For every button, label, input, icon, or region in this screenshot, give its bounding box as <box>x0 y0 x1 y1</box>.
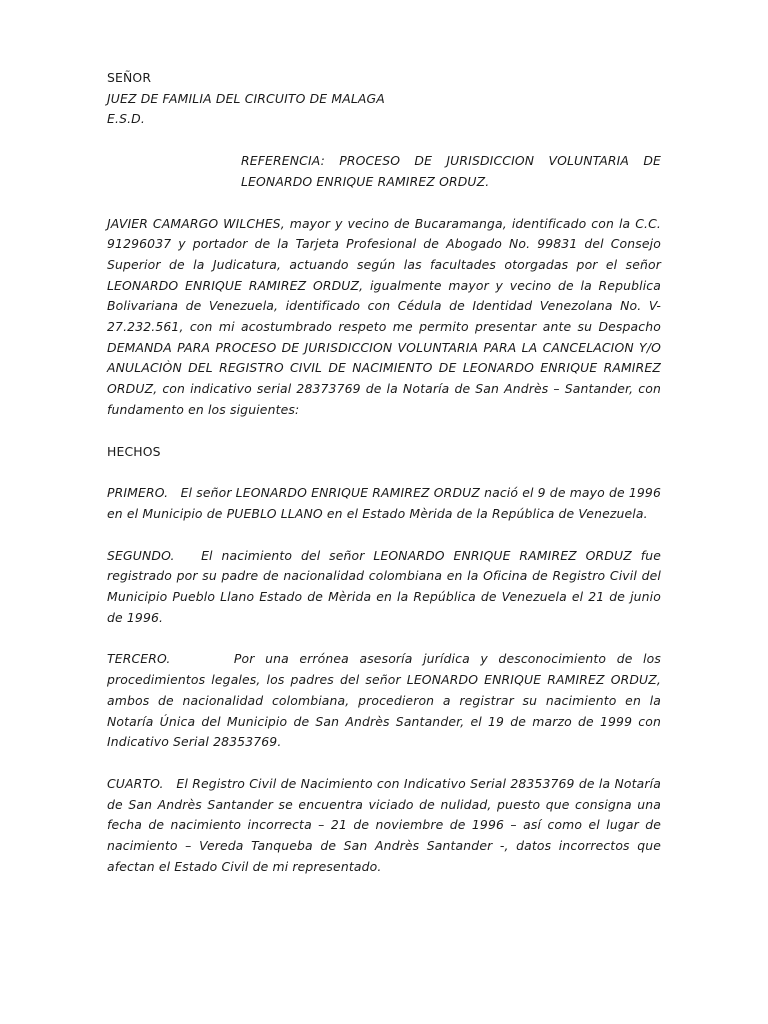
fact-paragraph <box>107 483 661 524</box>
spacer <box>107 753 661 774</box>
spacer <box>107 421 661 442</box>
fact-paragraph <box>107 649 661 753</box>
spacer <box>107 525 661 546</box>
fact-text: El señor LEONARDO ENRIQUE RAMIREZ ORDUZ nació el 9 de mayo de 1996 en el Municipio de PUEBLO LLANO en el Estado Mèrida de la República de Venezuela. <box>107 485 661 521</box>
fact-text: El nacimiento del señor LEONARDO ENRIQUE RAMIREZ ORDUZ fue registrado por su padre de nacionalidad colombiana en la Oficina de Registro Civil del Municipio Pueblo Llano Estado de Mèrida en la República de Venezuela el 21 de junio de 1996. <box>107 547 661 625</box>
reference-paragraph: REFERENCIA: PROCESO DE JURISDICCION VOLUNTARIA DE LEONARDO ENRIQUE RAMIREZ ORDUZ. <box>241 153 661 189</box>
fact-text: El Registro Civil de Nacimiento con Indicativo Serial 28353769 de la Notaría de San Andrès Santander se encuentra viciado de nulidad, puesto que consigna una fecha de nacimiento incorrecta – 21 de noviembre de 1996 – así como el lugar de nacimiento – Vereda Tanqueba de San Andrès Santander -, datos incorrectos que afectan el Estado Civil de mi representado. <box>107 775 661 874</box>
fact-label: TERCERO. <box>107 651 171 667</box>
fact-label: PRIMERO. <box>107 485 169 501</box>
addressee-line-2: JUEZ DE FAMILIA DEL CIRCUITO DE MALAGA <box>107 90 385 106</box>
addressee-line-3: E.S.D. <box>107 111 145 127</box>
fact-text: Por una errónea asesoría jurídica y desconocimiento de los procedimientos legales, los padres del señor LEONARDO ENRIQUE RAMIREZ ORDUZ, ambos de nacionalidad colombiana, procedieron a registrar su nacimiento en la Notaría Única del Municipio de San Andrès Santander, el 19 de marzo de 1999 con Indicativo Serial 28353769. <box>107 651 661 750</box>
fact-label: SEGUNDO. <box>107 547 175 563</box>
spacer <box>107 462 661 483</box>
fact-paragraph <box>107 546 661 629</box>
spacer <box>107 193 661 214</box>
spacer <box>107 628 661 649</box>
facts-heading: HECHOS <box>107 443 161 459</box>
fact-label: CUARTO. <box>107 775 164 791</box>
intro-paragraph: JAVIER CAMARGO WILCHES, mayor y vecino de Bucaramanga, identificado con la C.C. 91296037 y portador de la Tarjeta Profesional de Abogado No. 99831 del Consejo Superior de la Judicatura, actuando según las facultades otorgadas por el señor LEONARDO ENRIQUE RAMIREZ ORDUZ, igualmente mayor y vecino de la Republica Bolivariana de Venezuela, identificado con Cédula de Identidad Venezolana No. V-27.232.561, con mi acostumbrado respeto me permito presentar ante su Despacho DEMANDA PARA PROCESO DE JURISDICCION VOLUNTARIA PARA LA CANCELACION Y/O ANULACIÒN DEL REGISTRO CIVIL DE NACIMIENTO DE LEONARDO ENRIQUE RAMIREZ ORDUZ, con indicativo serial 28373769 de la Notaría de San Andrès – Santander, con fundamento en los siguientes: <box>107 215 661 417</box>
addressee-line-1: SEÑOR <box>107 70 152 85</box>
fact-paragraph <box>107 774 661 878</box>
document-page <box>107 68 661 878</box>
